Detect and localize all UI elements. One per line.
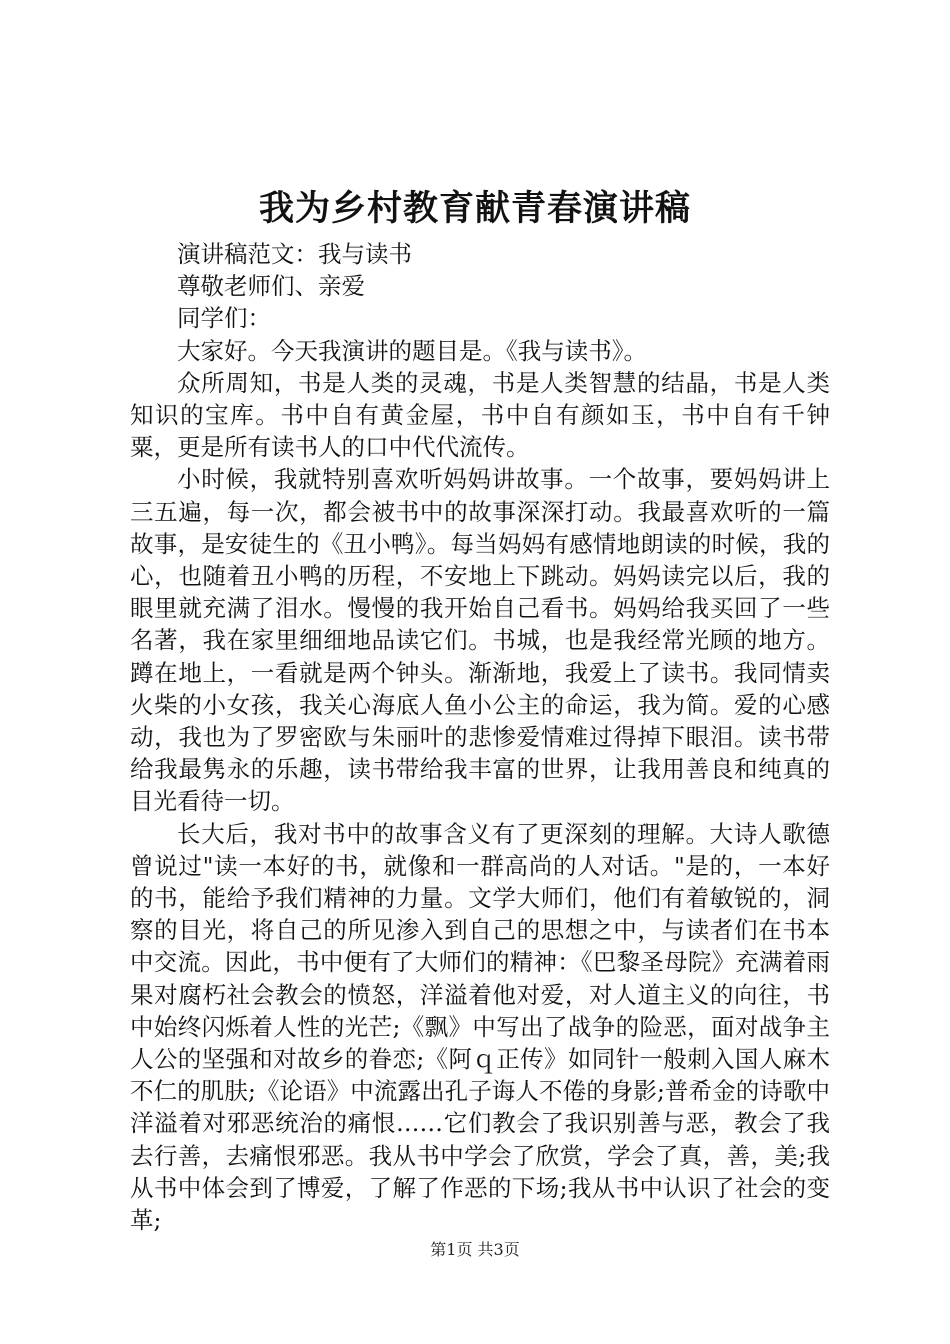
page-number-footer: 第1页 共3页 — [430, 1240, 520, 1259]
paragraph-greeting: 大家好。今天我演讲的题目是。《我与读书》。 — [177, 336, 647, 365]
paragraph: 小时候，我就特别喜欢听妈妈讲故事。一个故事，要妈妈讲上三五遍，每一次，都会被书中的故事深深打动。我最喜欢听的一篇故事，是安徒生的《丑小鸭》。每当妈妈有感情地朗读的时候，我的心，也随着丑小鸭的历程，不安地上下跳动。妈妈读完以后，我的眼里就充满了泪水。慢慢的我开始自己看书。妈妈给我买回了一些名著，我在家里细细地品读它们。书城，也是我经常光顾的地方。蹲在地上，一看就是两个钟头。渐渐地，我爱上了读书。我同情卖火柴的小女孩，我关心海底人鱼小公主的命运，我为简。爱的心感动，我也为了罗密欧与朱丽叶的悲惨爱情难过得掉下眼泪。读书带给我最隽永的乐趣，读书带给我丰富的世界，让我用善良和纯真的目光看待一切。 — [130, 465, 830, 816]
paragraph-salutation: 尊敬老师们、亲爱 — [177, 272, 365, 301]
paragraph: 长大后，我对书中的故事含义有了更深刻的理解。大诗人歌德曾说过"读一本好的书，就像和一群高尚的人对话。"是的，一本好的书，能给予我们精神的力量。文学大师们，他们有着敏锐的，洞察的目光，将自己的所见渗入到自己的思想之中，与读者们在书本中交流。因此，书中便有了大师们的精神：《巴黎圣母院》充满着雨果对腐朽社会教会的愤怒，洋溢着他对爱，对人道主义的向往，书中始终闪烁着人性的光芒;《飘》中写出了战争的险恶，面对战争主人公的坚强和对故乡的眷恋;《阿ｑ正传》如同针一般刺入国人麻木不仁的肌肤;《论语》中流露出孔子诲人不倦的身影;普希金的诗歌中洋溢着对邪恶统治的痛恨……它们教会了我识别善与恶，教会了我去行善，去痛恨邪恶。我从书中学会了欣赏，学会了真，善，美;我从书中体会到了博爱，了解了作恶的下场;我从书中认识了社会的变革; — [130, 819, 830, 1235]
paragraph-subtitle: 演讲稿范文：我与读书 — [177, 240, 412, 268]
document-body — [130, 238, 830, 1236]
paragraph: 众所周知，书是人类的灵魂，书是人类智慧的结晶，书是人类知识的宝库。书中自有黄金屋，书中自有颜如玉，书中自有千钟粟，更是所有读书人的口中代代流传。 — [130, 368, 830, 462]
paragraph-salutation-continued: 同学们： — [177, 304, 271, 333]
document-title: 我为乡村教育献青春演讲稿 — [258, 188, 691, 229]
